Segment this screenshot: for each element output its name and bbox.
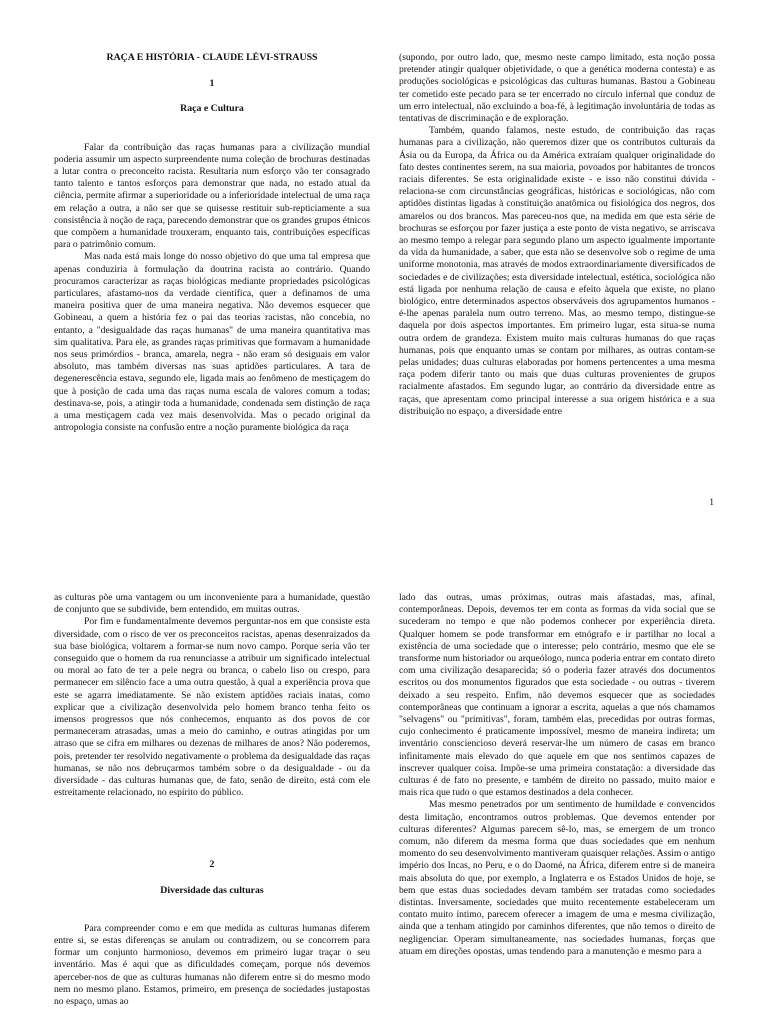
page-1-left-column	[54, 52, 370, 462]
paragraph: Mas mesmo penetrados por um sentimento de humildade e convencidos desta limitação, encontramos outros problemas. Que devemos entender por culturas diferentes? Algumas parecem sê-lo, mas, se emergem de um tronco comum, não diferem da mesma forma que duas sociedades que em nenhum momento do seu desenvolvimento mantiveram quaisquer relações. Assim o antigo império dos Incas, no Peru, e o do Daomé, na África, diferem entre si de maneira mais absoluta do que, por exemplo, a Inglaterra e os Estados Unidos de hoje, se bem que estas duas sociedades devam também ser tratadas como sociedades distintas. Inversamente, sociedades que muito recentemente estabeleceram um contato muito íntimo, parecem oferecer a imagem de uma e mesma civilização, ainda que a tenham atingido por caminhos diferentes, que não temos o direito de negligenciar. Operam simultaneamente, nas sociedades humanas, forças que atuam em direções opostas, umas tendendo para a manutenção e mesmo para a	[399, 799, 715, 957]
chapter-title: Raça e Cultura	[180, 103, 244, 115]
paragraph: as culturas põe uma vantagem ou um inconveniente para a humanidade, questão de conjunto que se subdivide, bem entendido, em muitas outras.	[54, 592, 370, 616]
chapter-number: 1	[209, 78, 215, 90]
paragraph: Falar da contribuição das raças humanas para a civilização mundial poderia assumir um aspecto surpreendente numa coleção de brochuras destinadas a lutar contra o preconceito racista. Resultaria num esforço vão ter consagrado tanto talento e tantos esforços para demonstrar que nada, no estado atual da ciência, permite afirmar a superioridade ou a inferioridade intelectual de uma raça em relação a outra, a não ser que se quisesse restituir sub-repticiamente a sua consistência à noção de raça, parecendo demonstrar que os grandes grupos étnicos que compõem a humanidade trouxeram, enquanto tais, contribuições específicas para o patrimônio comum.	[54, 141, 370, 251]
paragraph: lado das outras, umas próximas, outras mais afastadas, mas, afinal, contemporâneas. Depois, devemos ter em conta as formas da vida social que se sucederam no tempo e que não podemos conhecer por experiência direta. Qualquer homem se pode transformar em etnógrafo e ir partilhar no local a existência de uma sociedade que o interesse; pelo contrário, mesmo que ele se transforme num historiador ou arqueólogo, nunca poderia entrar em contato direto com uma civilização desaparecida; só o poderia fazer através dos documentos escritos ou dos monumentos figurados que esta sociedade - ou outras - tiverem deixado a seu respeito. Enfim, não devemos esquecer que as sociedades contemporâneas que continuam a ignorar a escrita, aquelas a que nós chamamos "selvagens" ou "primitivas", foram, também elas, precedidas por outras formas, cujo conhecimento é praticamente impossível, mesmo de maneira indireta; um inventário consciencioso deverá reservar-lhe um número de casas em branco infinitamente mais elevado do que aquele em que nos sentimos capazes de inscrever qualquer coisa. Impõe-se uma primeira constatação: a diversidade das culturas é de fato no presente, e também de direito no passado, muito maior e mais rica que tudo o que estamos destinados a dela conhecer.	[399, 592, 715, 799]
section-spacer	[54, 799, 370, 859]
paragraph: Mas nada está mais longe do nosso objetivo do que uma tal empresa que apenas conduziria à formulação da doutrina racista ao contrário. Quando procuramos caracterizar as raças biológicas mediante propriedades psicológicas particulares, afastamo-nos da verdade científica, quer a definamos de uma maneira positiva quer de uma maneira negativa. Não devemos esquecer que Gobineau, a quem a história fez o pai das teorias racistas, não concebia, no entanto, a "desigualdade das raças humanas" de uma maneira quantitativa mas sim qualitativa. Para ele, as grandes raças primitivas que formavam a humanidade nos seus primórdios - branca, amarela, negra - não eram só desiguais em valor absoluto, mas também diversas nas suas aptidões particulares. A tara de degenerescência estava, segundo ele, ligada mais ao fenômeno de mestiçagem do que à posição de cada uma das raças numa escala de valores comum a todas; destinava-se, pois, a atingir toda a humanidade, condenada sem distinção de raça a uma mestiçagem cada vez mais desenvolvida. Mas o pecado original da antropologia consiste na confusão entre a noção puramente biológica da raça	[54, 251, 370, 434]
chapter-number: 2	[209, 859, 215, 871]
page-1-right-column	[399, 52, 715, 462]
paragraph: (supondo, por outro lado, que, mesmo neste campo limitado, esta noção possa pretender atingir qualquer objetividade, o que a genética moderna contesta) e as produções sociológicas e psicológicas das culturas humanas. Bastou a Gobineau ter cometido este pecado para se ter encerrado no círculo infernal que conduz de um erro intelectual, não excluindo a boa-fé, à legitimação involuntária de todas as tentativas de discriminação e de exploração.	[399, 52, 715, 125]
page-2-left-column	[54, 592, 370, 1024]
document-title: RAÇA E HISTÓRIA - CLAUDE LÉVI-STRAUSS	[106, 52, 318, 63]
paragraph: Também, quando falamos, neste estudo, de contribuição das raças humanas para a civilização, não queremos dizer que os contributos culturais da Ásia ou da Europa, da África ou da América extraíam qualquer originalidade do fato destes continentes serem, na sua maioria, povoados por habitantes de troncos raciais diferentes. Se esta originalidade existe - e isso não constitui dúvida - relaciona-se com circunstâncias geográficas, históricas e sociológicas, não com aptidões distintas ligadas à constituição anatômica ou fisiológica dos negros, dos amarelos ou dos brancos. Mas pareceu-nos que, na medida em que esta série de brochuras se esforçou por fazer justiça a este ponto de vista negativo, se arriscava ao mesmo tempo a relegar para segundo plano um aspecto igualmente importante da vida da humanidade, a saber, que esta não se desenvolve sob o regime de uma uniforme monotonia, mas através de modos extraordinariamente diversificados de sociedades e de civilizações; esta diversidade intelectual, estética, sociológica não está ligada por nenhuma relação de causa e efeito àquela que existe, no plano biológico, entre determinados aspectos observáveis dos agrupamentos humanos - é-lhe apenas paralela num outro terreno. Mas, ao mesmo tempo, distingue-se daquela por dois aspectos importantes. Em primeiro lugar, esta situa-se numa outra ordem de grandeza. Existem muito mais culturas humanas do que raças humanas, pois que enquanto umas se contam por milhares, as outras contam-se pelas unidades; duas culturas elaboradas por homens pertencentes a uma mesma raça podem diferir tanto ou mais que duas culturas provenientes de grupos racialmente afastados. Em segundo lugar, ao contrário da diversidade entre as raças, que apresentam como principal interesse a sua origem histórica e a sua distribuição no espaço, a diversidade entre	[399, 125, 715, 417]
paragraph: Por fim e fundamentalmente devemos perguntar-nos em que consiste esta diversidade, com o risco de ver os preconceitos racistas, apenas desenraizados da sua base biológica, voltarem a formar-se num novo campo. Porque seria vão ter conseguido que o homem da rua renunciasse a atribuir um significado intelectual ou moral ao fato de ter a pele negra ou branca, o cabelo liso ou crespo, para permanecer em silêncio face a uma outra questão, à qual a experiência prova que este se agarra imediatamente. Se não existem aptidões raciais inatas, como explicar que a civilização desenvolvida pelo homem branco tenha feito os imensos progressos que nós conhecemos, enquanto as dos povos de cor permaneceram atrasadas, umas a meio do caminho, e outras atingidas por um atraso que se cifra em milhares ou dezenas de milhares de anos? Não poderemos, pois, pretender ter resolvido negativamente o problema da desigualdade das raças humanas, se não nos debruçarmos também sobre o da desigualdade - ou da diversidade - das culturas humanas que, de fato, senão de direito, está com ele estreitamente relacionado, no espírito do público.	[54, 616, 370, 799]
page-2-right-column	[399, 592, 715, 1024]
chapter-title: Diversidade das culturas	[160, 884, 264, 896]
paragraph: Para compreender como e em que medida as culturas humanas diferem entre si, se estas diferenças se anulam ou contradizem, ou se concorrem para formar um conjunto harmonioso, devemos em primeiro lugar traçar o seu inventário. Mas é aqui que as dificuldades começam, porque nós devemos aperceber-nos de que as culturas humanas não diferem entre si do mesmo modo nem no mesmo plano. Estamos, primeiro, em presença de sociedades justapostas no espaço, umas ao	[54, 922, 370, 1008]
page-2	[0, 580, 768, 1024]
page-gap	[0, 512, 768, 580]
page-number: 1	[709, 497, 714, 508]
